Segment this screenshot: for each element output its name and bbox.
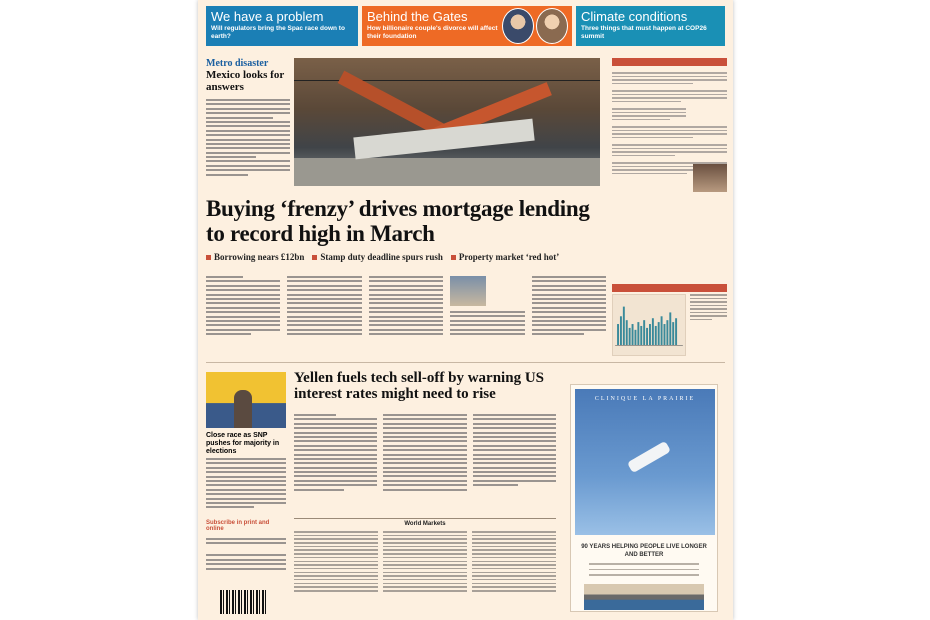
- metro-story[interactable]: [206, 58, 290, 178]
- bullet-square-icon: [451, 255, 456, 260]
- yellen-headline[interactable]: Yellen fuels tech sell-off by warning US interest rates might need to rise: [294, 370, 544, 402]
- graphic-header-bar: [612, 284, 727, 292]
- ad-brand: CLINIQUE LA PRAIRIE: [594, 396, 696, 402]
- portrait-photo: [536, 8, 568, 44]
- deck-item: [206, 252, 304, 262]
- story-thumbnail-photo: [450, 276, 486, 306]
- snp-photo: [206, 372, 286, 428]
- deck-item: [312, 252, 443, 262]
- sidebar-item[interactable]: [612, 72, 727, 84]
- ad-tagline: 90 YEARS HELPING PEOPLE LIVE LONGER AND BETTER: [581, 544, 707, 558]
- markets-column: [472, 531, 556, 594]
- promo-deck: Will regulators bring the Spac race down to earth?: [211, 25, 345, 40]
- yellen-body-columns: [294, 408, 556, 510]
- sidebar-portrait-photo: [693, 164, 727, 192]
- sidebar-item[interactable]: [612, 144, 727, 156]
- world-markets-table: [294, 518, 556, 612]
- clinique-la-prairie-ad[interactable]: [570, 384, 718, 612]
- promo-strip: [206, 6, 725, 46]
- bullet-square-icon: [206, 255, 211, 260]
- promo-deck: How billionaire couple's divorce will affect their foundation: [367, 25, 498, 40]
- promo-spac[interactable]: [206, 6, 358, 46]
- promo-climate[interactable]: [576, 6, 725, 46]
- metro-collapse-photo: [294, 58, 600, 186]
- snp-headline[interactable]: Close race as SNP pushes for majority in elections: [206, 432, 280, 455]
- promo-title: Climate conditions: [581, 9, 688, 24]
- markets-column: [383, 531, 467, 594]
- newspaper-front-page: [198, 0, 733, 620]
- lead-decks: [206, 252, 606, 262]
- markets-graphic: [612, 284, 727, 356]
- metro-headline: Mexico looks for answers: [206, 69, 285, 93]
- ad-image: [575, 389, 715, 535]
- briefing-sidebar: [612, 58, 727, 176]
- snp-body-text: [206, 458, 286, 511]
- sidebar-item[interactable]: [612, 108, 727, 120]
- subscribe-box[interactable]: [206, 520, 286, 572]
- deck-item: [451, 252, 559, 262]
- mini-bar-chart-graphic: [612, 294, 686, 356]
- metro-kicker: Metro disaster: [206, 58, 269, 69]
- ad-building-photo: [584, 584, 704, 610]
- ad-diver-figure: [627, 441, 671, 473]
- sidebar-header-bar: [612, 58, 727, 66]
- promo-deck: Three things that must happen at COP26 summit: [581, 25, 707, 40]
- promo-portraits: [502, 8, 568, 44]
- markets-column: [294, 531, 378, 594]
- markets-title: World Markets: [404, 521, 446, 527]
- sidebar-item[interactable]: [612, 90, 727, 102]
- bullet-square-icon: [312, 255, 317, 260]
- promo-title: We have a problem: [211, 9, 324, 24]
- sidebar-item[interactable]: [612, 126, 727, 138]
- graphic-caption: [690, 294, 727, 322]
- portrait-photo: [502, 8, 534, 44]
- subscribe-label: Subscribe in print and online: [206, 520, 270, 532]
- promo-gates[interactable]: [362, 6, 572, 46]
- lead-headline[interactable]: Buying ‘frenzy’ drives mortgage lending to record high in March: [206, 196, 590, 246]
- metro-body-text: [206, 99, 290, 176]
- deck-text: Stamp duty deadline spurs rush: [320, 252, 443, 262]
- promo-title: Behind the Gates: [367, 9, 468, 24]
- section-divider: [206, 362, 725, 363]
- deck-text: Property market ‘red hot’: [458, 252, 560, 262]
- barcode: [220, 590, 266, 614]
- deck-text: Borrowing nears £12bn: [214, 252, 305, 262]
- lead-body-columns: [206, 270, 606, 354]
